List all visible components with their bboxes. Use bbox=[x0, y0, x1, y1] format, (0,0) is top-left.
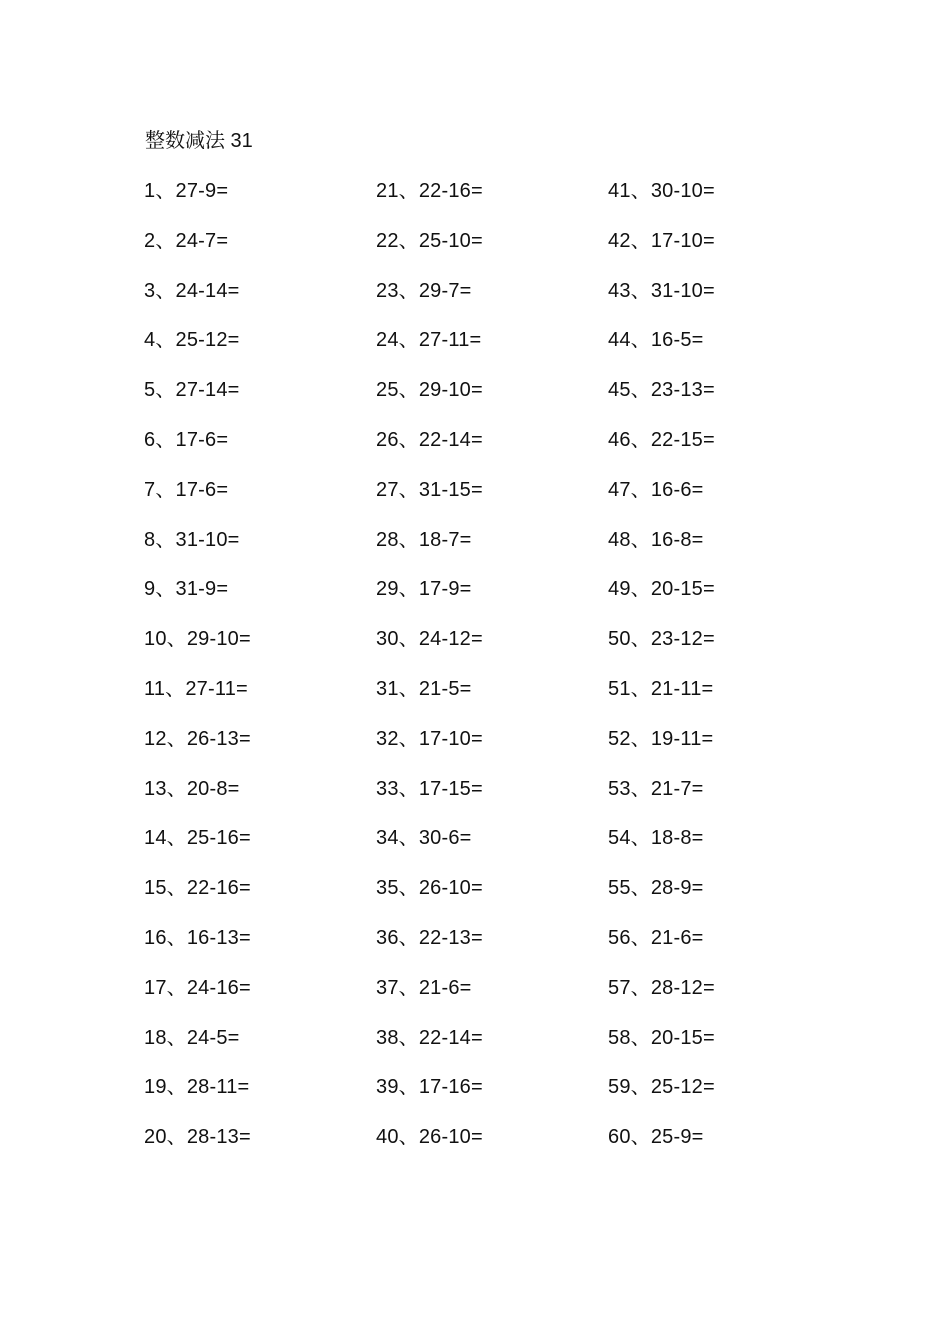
problem-item: 10、29-10= bbox=[144, 628, 251, 650]
problem-item: 12、26-13= bbox=[144, 728, 251, 750]
problem-item: 27、31-15= bbox=[376, 479, 483, 501]
problem-item: 14、25-16= bbox=[144, 827, 251, 849]
problem-item: 51、21-11= bbox=[608, 678, 714, 700]
problem-item: 49、20-15= bbox=[608, 578, 715, 600]
problem-item: 23、29-7= bbox=[376, 280, 472, 302]
problem-item: 31、21-5= bbox=[376, 678, 472, 700]
problem-item: 45、23-13= bbox=[608, 379, 715, 401]
problem-item: 29、17-9= bbox=[376, 578, 472, 600]
problem-item: 57、28-12= bbox=[608, 977, 715, 999]
problem-item: 59、25-12= bbox=[608, 1076, 715, 1098]
problem-item: 6、17-6= bbox=[144, 429, 229, 451]
problem-item: 16、16-13= bbox=[144, 927, 251, 949]
problem-item: 39、17-16= bbox=[376, 1076, 483, 1098]
page-title: 整数减法 31 bbox=[145, 130, 253, 152]
problem-item: 35、26-10= bbox=[376, 877, 483, 899]
problem-item: 19、28-11= bbox=[144, 1076, 250, 1098]
problem-item: 55、28-9= bbox=[608, 877, 704, 899]
problem-item: 15、22-16= bbox=[144, 877, 251, 899]
problem-item: 41、30-10= bbox=[608, 180, 715, 202]
problem-item: 18、24-5= bbox=[144, 1027, 240, 1049]
problem-item: 36、22-13= bbox=[376, 927, 483, 949]
problem-item: 9、31-9= bbox=[144, 578, 229, 600]
problem-item: 7、17-6= bbox=[144, 479, 229, 501]
problem-item: 11、27-11= bbox=[144, 678, 248, 700]
problem-item: 1、27-9= bbox=[144, 180, 229, 202]
problem-item: 58、20-15= bbox=[608, 1027, 715, 1049]
problem-item: 40、26-10= bbox=[376, 1126, 483, 1148]
problem-item: 43、31-10= bbox=[608, 280, 715, 302]
problem-item: 4、25-12= bbox=[144, 329, 240, 351]
problem-item: 42、17-10= bbox=[608, 230, 715, 252]
problem-item: 50、23-12= bbox=[608, 628, 715, 650]
problem-item: 38、22-14= bbox=[376, 1027, 483, 1049]
problem-item: 21、22-16= bbox=[376, 180, 483, 202]
problem-item: 44、16-5= bbox=[608, 329, 704, 351]
problem-item: 26、22-14= bbox=[376, 429, 483, 451]
problem-item: 60、25-9= bbox=[608, 1126, 704, 1148]
problem-item: 54、18-8= bbox=[608, 827, 704, 849]
problem-item: 34、30-6= bbox=[376, 827, 472, 849]
problem-item: 25、29-10= bbox=[376, 379, 483, 401]
problem-item: 32、17-10= bbox=[376, 728, 483, 750]
problem-item: 33、17-15= bbox=[376, 778, 483, 800]
problem-item: 37、21-6= bbox=[376, 977, 472, 999]
problem-item: 13、20-8= bbox=[144, 778, 240, 800]
problem-item: 56、21-6= bbox=[608, 927, 704, 949]
problem-item: 2、24-7= bbox=[144, 230, 229, 252]
problem-item: 22、25-10= bbox=[376, 230, 483, 252]
problem-item: 3、24-14= bbox=[144, 280, 240, 302]
problem-item: 17、24-16= bbox=[144, 977, 251, 999]
problem-item: 46、22-15= bbox=[608, 429, 715, 451]
problem-item: 53、21-7= bbox=[608, 778, 704, 800]
problem-item: 52、19-11= bbox=[608, 728, 714, 750]
problem-item: 8、31-10= bbox=[144, 529, 240, 551]
problem-item: 30、24-12= bbox=[376, 628, 483, 650]
problem-item: 28、18-7= bbox=[376, 529, 472, 551]
problem-item: 5、27-14= bbox=[144, 379, 240, 401]
problem-item: 20、28-13= bbox=[144, 1126, 251, 1148]
problem-item: 48、16-8= bbox=[608, 529, 704, 551]
problem-item: 47、16-6= bbox=[608, 479, 704, 501]
problem-item: 24、27-11= bbox=[376, 329, 482, 351]
